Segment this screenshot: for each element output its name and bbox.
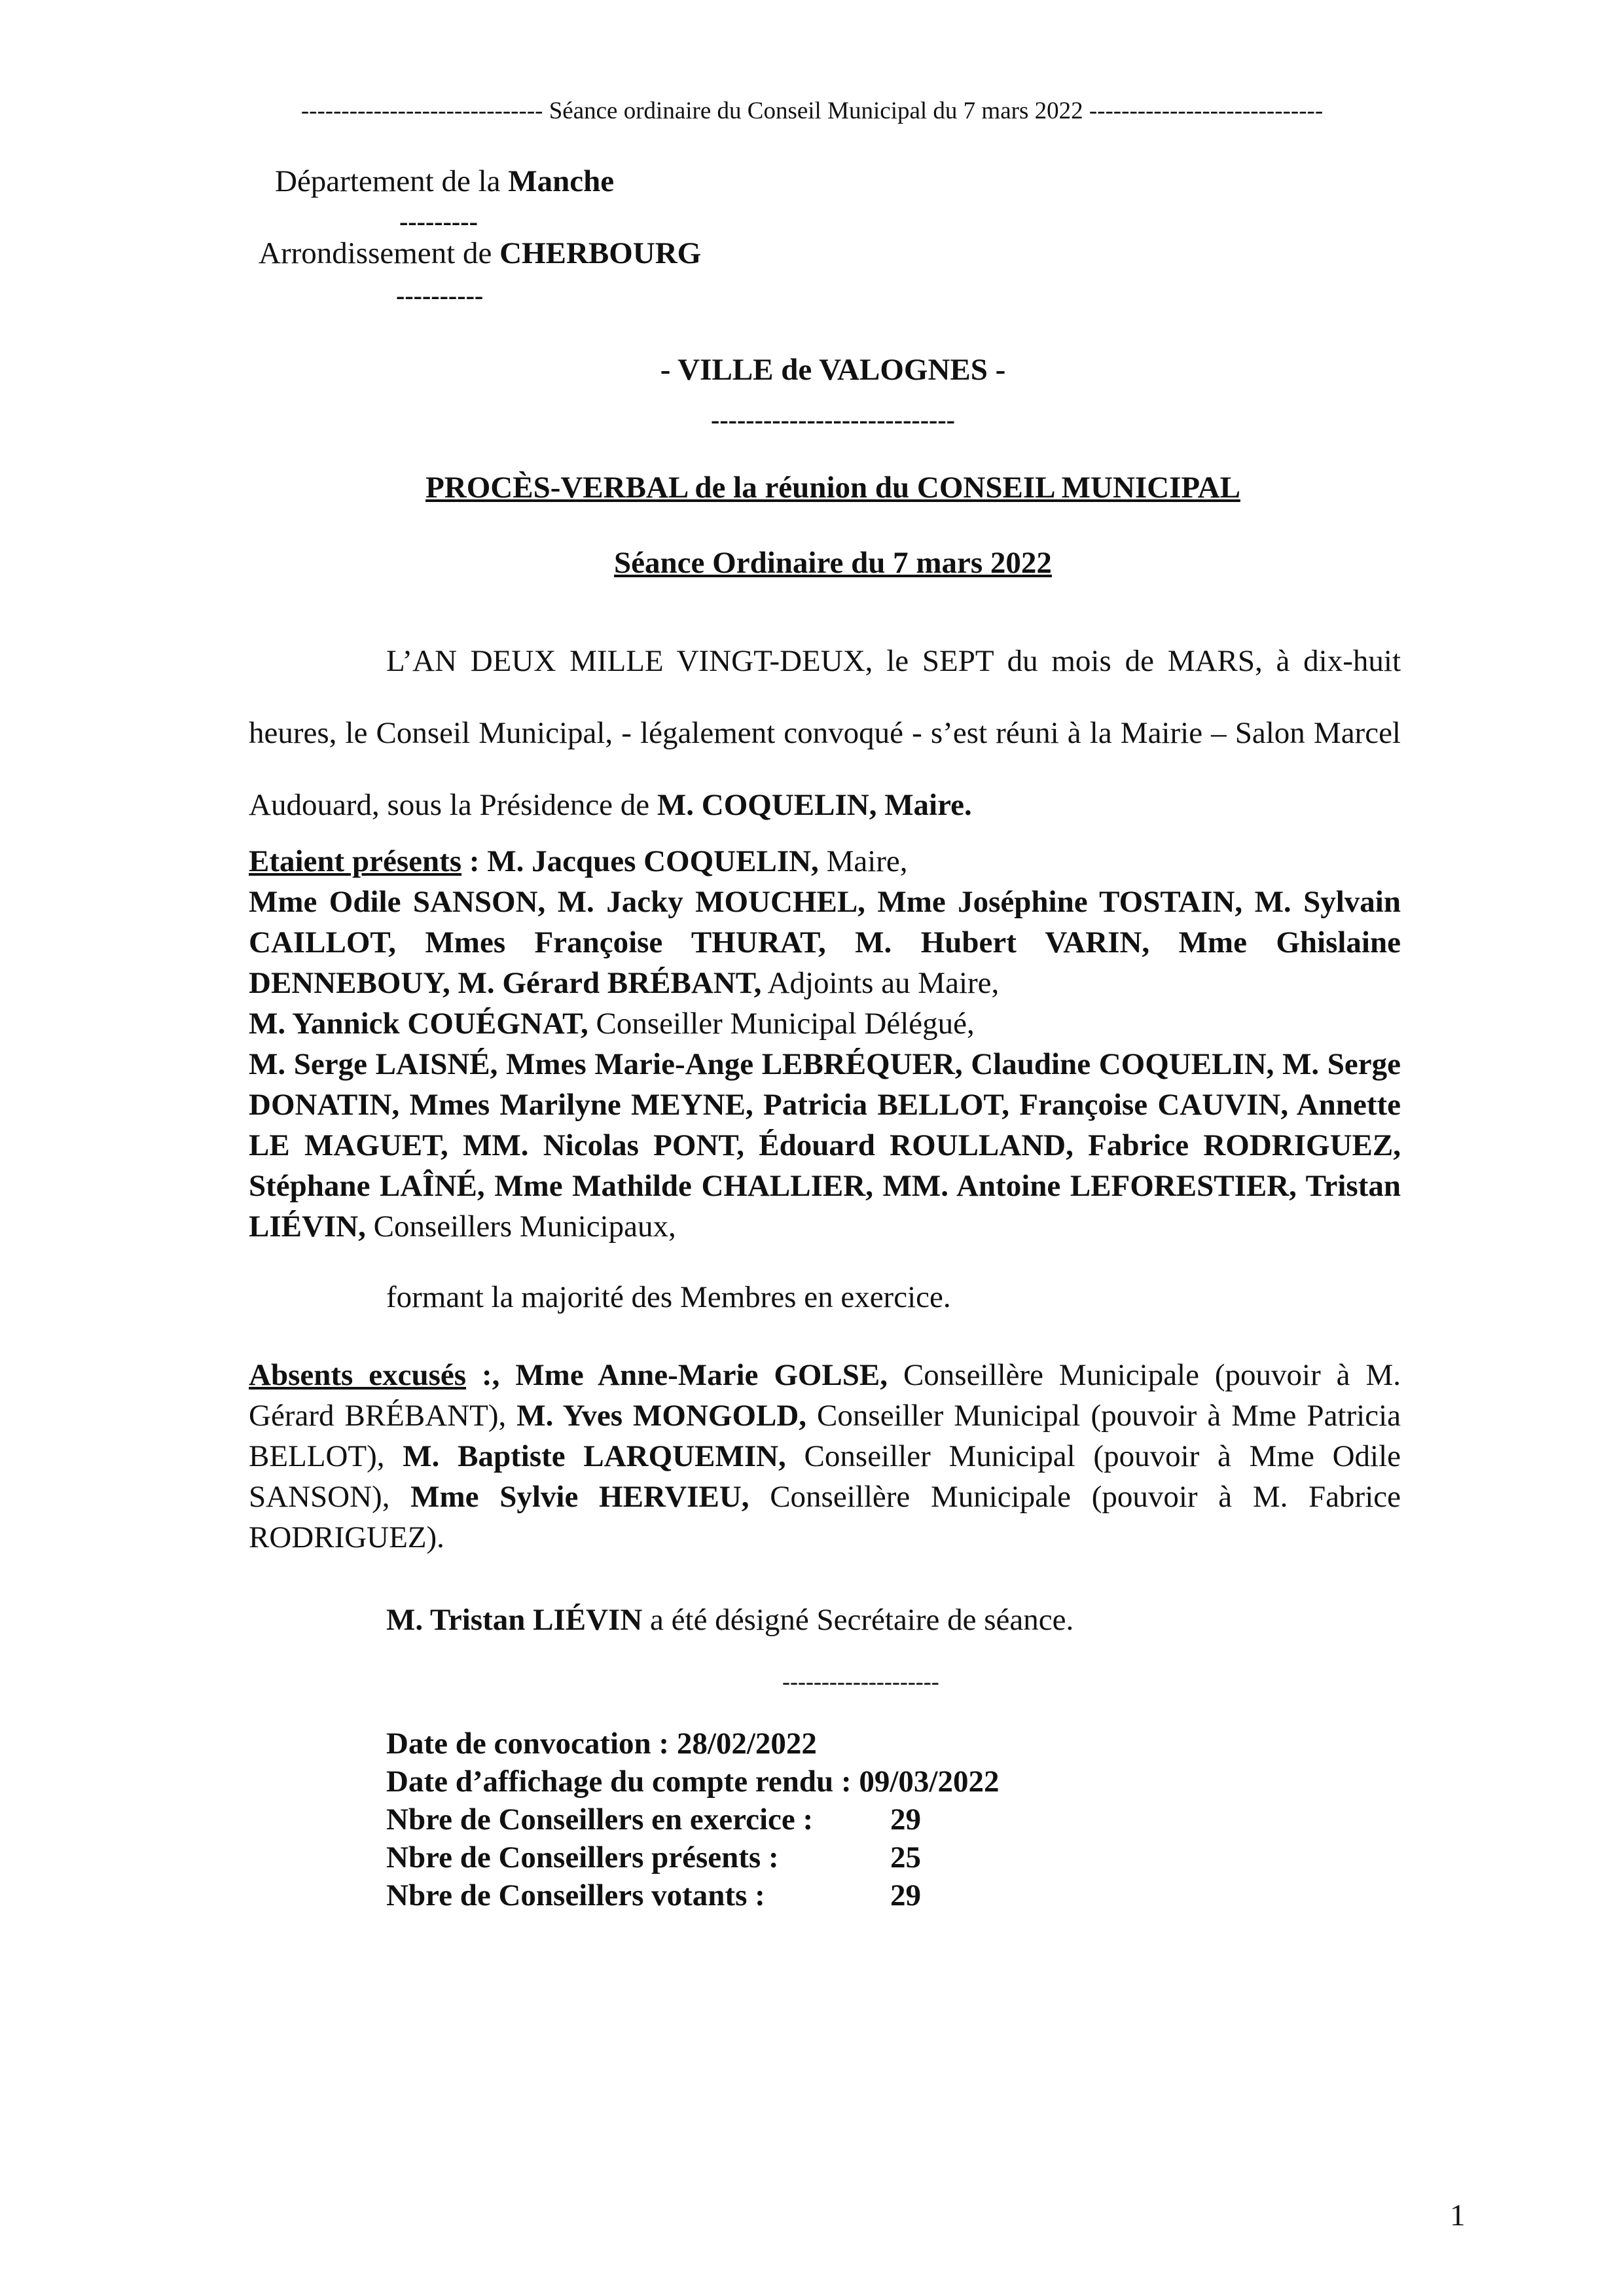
page-number: 1: [1450, 2198, 1466, 2233]
presents-label: Etaient présents: [249, 844, 462, 878]
presents-block: [249, 841, 1401, 1247]
arrondissement-line: [259, 236, 701, 271]
absent-1-name: Mme Anne-Marie GOLSE,: [515, 1358, 888, 1392]
absent-2-name: M. Yves MONGOLD,: [516, 1399, 807, 1433]
dash-separator-2: ----------: [396, 281, 484, 310]
adjoints-names: Mme Odile SANSON, M. Jacky MOUCHEL, Mme Joséphine TOSTAIN, M. Sylvain CAILLOT, Mmes Françoise THURAT, M. Hubert VARIN, Mme Ghislaine DENNEBOUY, M. Gérard BRÉBANT,: [249, 885, 1401, 1000]
absents-block: [249, 1355, 1401, 1558]
delegue-role: Conseiller Municipal Délégué,: [588, 1007, 975, 1041]
stat-exercice-value: 29: [890, 1803, 921, 1837]
secretaire-line: [386, 1602, 1074, 1638]
adjoints-paragraph: [249, 882, 1401, 1003]
secretaire-name: M. Tristan LIÉVIN: [386, 1603, 643, 1637]
presents-maire-line: [249, 841, 1401, 882]
absents-colon: :,: [466, 1358, 516, 1392]
arrondissement-name: CHERBOURG: [499, 236, 702, 270]
seance-title: Séance Ordinaire du 7 mars 2022: [614, 546, 1052, 580]
intro-paragraph: [249, 625, 1401, 841]
president-name: M. COQUELIN, Maire.: [657, 788, 972, 822]
stat-exercice-label: Nbre de Conseillers en exercice :: [386, 1803, 814, 1837]
convocation-date: Date de convocation : 28/02/2022: [386, 1727, 817, 1761]
absent-3-name: M. Baptiste LARQUEMIN,: [403, 1439, 786, 1473]
absent-3-text: Conseiller Municipal (pouvoir à Mme Odile SANSON),: [249, 1439, 1401, 1514]
city-title: - VILLE de VALOGNES -: [660, 353, 1006, 387]
departement-name: Manche: [508, 164, 615, 198]
affichage-date: Date d’affichage du compte rendu : 09/03/2022: [386, 1765, 1000, 1799]
conseillers-paragraph: [249, 1044, 1401, 1247]
stat-presents-label: Nbre de Conseillers présents :: [386, 1840, 779, 1874]
departement-label: Département de la: [275, 164, 501, 198]
departement-line: [275, 164, 614, 199]
absent-2-text: Conseiller Municipal (pouvoir à Mme Patricia BELLOT),: [249, 1399, 1401, 1473]
absent-4-name: Mme Sylvie HERVIEU,: [410, 1480, 749, 1514]
maire-name: M. Jacques COQUELIN,: [487, 844, 819, 878]
majorite-line: formant la majorité des Membres en exercice.: [386, 1280, 951, 1314]
intro-text: L’AN DEUX MILLE VINGT-DEUX, le SEPT du mois de MARS, à dix-huit heures, le Conseil Municipal, - légalement convoqué - s’est réuni à la Mairie – Salon Marcel Audouard, sous la Présidence de: [249, 644, 1401, 822]
dash-separator-3: --------------------: [782, 1668, 939, 1695]
pv-title: PROCÈS-VERBAL de la réunion du CONSEIL MUNICIPAL: [425, 471, 1240, 505]
delegue-paragraph: [249, 1003, 1401, 1044]
absent-1-text: Conseillère Municipale (pouvoir à M. Gérard BRÉBANT),: [249, 1358, 1401, 1433]
stat-votants-value: 29: [890, 1878, 921, 1912]
city-rule: ----------------------------: [711, 405, 955, 435]
delegue-name: M. Yannick COUÉGNAT,: [249, 1007, 588, 1041]
stat-presents: [386, 1839, 999, 1876]
absent-4-text: Conseillère Municipale (pouvoir à M. Fabrice RODRIGUEZ).: [249, 1480, 1401, 1554]
conseillers-role: Conseillers Municipaux,: [365, 1210, 676, 1244]
conseillers-names: M. Serge LAISNÉ, Mmes Marie-Ange LEBRÉQUER, Claudine COQUELIN, M. Serge DONATIN, Mmes Marilyne MEYNE, Patricia BELLOT, Françoise CAUVIN, Annette LE MAGUET, MM. Nicolas PONT, Édouard ROULLAND, Fabrice RODRIGUEZ, Stéphane LAÎNÉ, Mme Mathilde CHALLIER, MM. Antoine LEFORESTIER, Tristan LIÉVIN,: [249, 1047, 1401, 1244]
maire-role: Maire,: [818, 844, 908, 878]
running-header: ------------------------------ Séance ordinaire du Conseil Municipal du 7 mars 2022 -----------------------------: [300, 98, 1324, 124]
stat-presents-value: 25: [890, 1840, 921, 1874]
dash-separator-1: ---------: [399, 207, 478, 236]
stat-exercice: [386, 1801, 999, 1839]
stat-votants-label: Nbre de Conseillers votants :: [386, 1878, 765, 1912]
absents-label: Absents excusés: [249, 1358, 467, 1392]
stats-block: [386, 1725, 999, 1914]
secretaire-text: a été désigné Secrétaire de séance.: [642, 1603, 1074, 1637]
stat-votants: [386, 1876, 999, 1914]
arrondissement-label: Arrondissement de: [259, 236, 492, 270]
adjoints-role: Adjoints au Maire,: [761, 966, 1000, 1000]
presents-colon: :: [461, 844, 488, 878]
